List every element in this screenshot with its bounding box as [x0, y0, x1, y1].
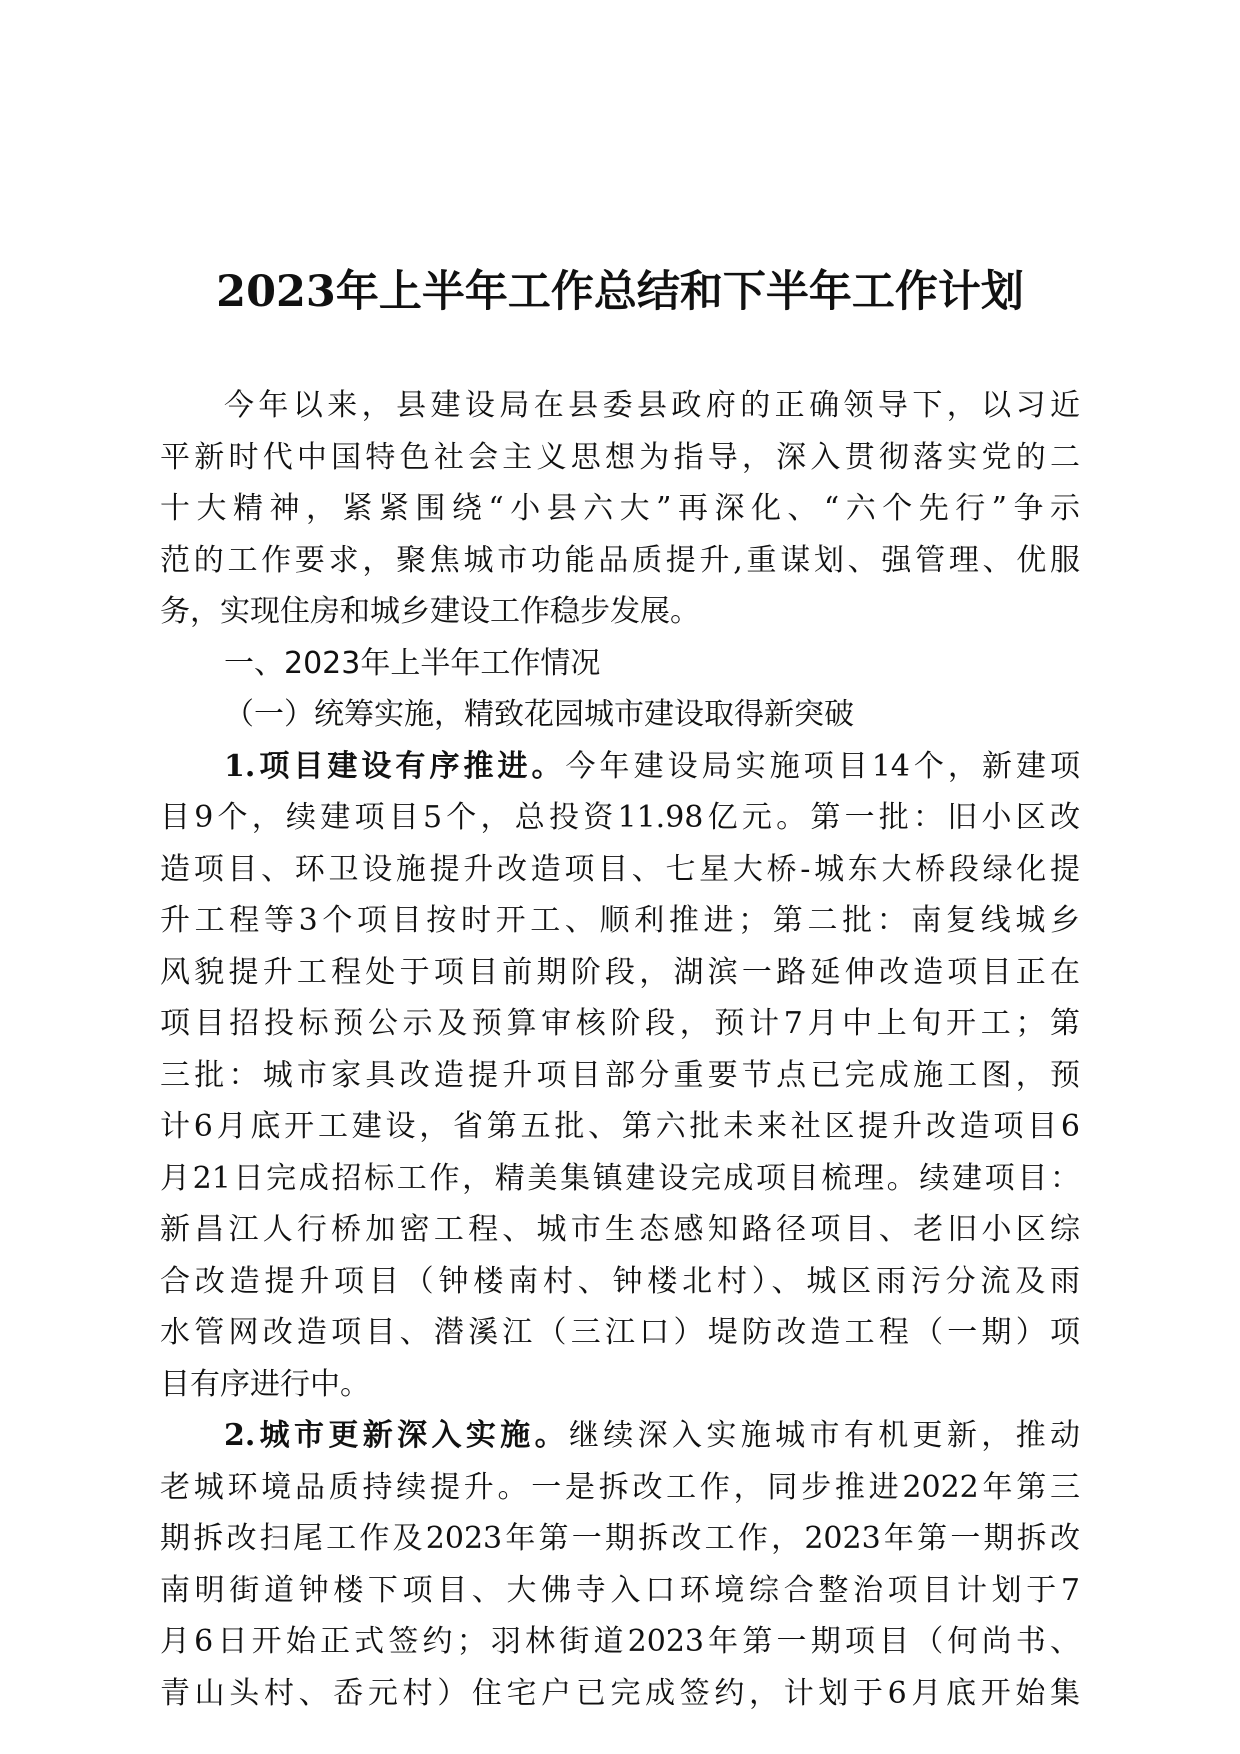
item-1-line: 风貌提升工程处于项目前期阶段，湖滨一路延伸改造项目正在: [160, 954, 1080, 990]
subsection-heading-1: （一）统筹实施，精致花园城市建设取得新突破: [224, 697, 854, 732]
item-1-line: 目有序进行中。: [160, 1366, 370, 1402]
item-1-line: 合改造提升项目（钟楼南村、钟楼北村）、城区雨污分流及雨: [160, 1263, 1080, 1299]
item-1-line: 月21日完成招标工作，精美集镇建设完成项目梳理。续建项目：: [160, 1160, 1080, 1196]
intro-paragraph: [160, 380, 1080, 638]
intro-line: 范的工作要求，聚焦城市功能品质提升,重谋划、强管理、优服: [160, 542, 1080, 578]
intro-line: 务，实现住房和城乡建设工作稳步发展。: [160, 594, 700, 629]
section-heading-1: 一、2023年上半年工作情况: [224, 645, 601, 681]
item-1-first-line-text: 今年建设局实施项目14个，新建项: [565, 748, 1080, 784]
item-2-line: 南明街道钟楼下项目、大佛寺入口环境综合整治项目计划于7: [160, 1572, 1080, 1608]
item-1-line: 三批：城市家具改造提升项目部分重要节点已完成施工图，预: [160, 1057, 1080, 1093]
document-body: [160, 380, 1080, 1719]
item-2-paragraph: [160, 1410, 1080, 1719]
intro-line: 今年以来，县建设局在县委县政府的正确领导下，以习近: [224, 388, 1080, 423]
item-1-line: 项目招投标预公示及预算审核阶段，预计7月中上旬开工；第: [160, 1006, 1080, 1041]
item-2-first-line-text: 继续深入实施城市有机更新，推动: [568, 1418, 1080, 1453]
item-1-line: 计6月底开工建设，省第五批、第六批未来社区提升改造项目6: [160, 1109, 1080, 1144]
item-1-line: 新昌江人行桥加密工程、城市生态感知路径项目、老旧小区综: [160, 1212, 1080, 1247]
item-1-line: 水管网改造项目、潜溪江（三江口）堤防改造工程（一期）项: [160, 1315, 1080, 1350]
item-1-first-line: [160, 741, 1080, 793]
item-1-line: 升工程等3个项目按时开工、顺利推进；第二批：南复线城乡: [160, 903, 1080, 938]
item-2-first-line: [160, 1410, 1080, 1462]
intro-line: 平新时代中国特色社会主义思想为指导，深入贯彻落实党的二: [160, 439, 1080, 475]
item-2-line: 期拆改扫尾工作及2023年第一期拆改工作，2023年第一期拆改: [160, 1521, 1080, 1556]
item-1-line: 造项目、环卫设施提升改造项目、七星大桥-城东大桥段绿化提: [160, 851, 1080, 887]
item-2-lead: 2.城市更新深入实施。: [224, 1418, 569, 1453]
intro-line: 十大精神，紧紧围绕“小县六大”再深化、“六个先行”争示: [160, 491, 1080, 526]
item-1-paragraph: [160, 741, 1080, 1411]
document-title: 2023年上半年工作总结和下半年工作计划: [216, 267, 1024, 317]
item-1-line: 目9个，续建项目5个，总投资11.98亿元。第一批：旧小区改: [160, 800, 1080, 835]
item-1-lead: 1.项目建设有序推进。: [224, 748, 566, 784]
item-2-line: 青山头村、岙元村）住宅户已完成签约，计划于6月底开始集: [160, 1675, 1080, 1711]
item-2-line: 老城环境品质持续提升。一是拆改工作，同步推进2022年第三: [160, 1469, 1080, 1505]
item-2-line: 月6日开始正式签约；羽林街道2023年第一期项目（何尚书、: [160, 1624, 1080, 1659]
